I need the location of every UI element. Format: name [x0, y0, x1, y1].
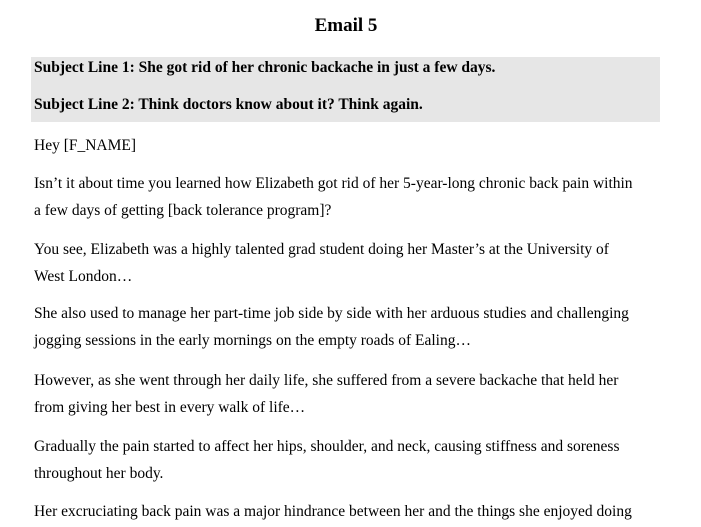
paragraph-line: West London… — [34, 268, 133, 285]
paragraph-line: You see, Elizabeth was a highly talented grad student doing her Master’s at the University of — [34, 241, 609, 258]
paragraph-line: Her excruciating back pain was a major hindrance between her and the things she enjoyed doing — [34, 503, 632, 520]
paragraph-line: Isn’t it about time you learned how Elizabeth got rid of her 5-year-long chronic back pain within — [34, 175, 633, 192]
body-paragraph — [34, 498, 659, 525]
paragraph-line: from giving her best in every walk of life… — [34, 399, 306, 416]
subject-line-1: Subject Line 1: She got rid of her chronic backache in just a few days. — [34, 59, 496, 76]
body-paragraph — [34, 236, 659, 290]
body-paragraph — [34, 433, 659, 487]
subject-line-2: Subject Line 2: Think doctors know about it? Think again. — [34, 96, 423, 113]
paragraph-line: She also used to manage her part-time job side by side with her arduous studies and challenging — [34, 305, 629, 322]
body-paragraph — [34, 300, 659, 354]
body-paragraph — [34, 367, 659, 421]
greeting-text: Hey [F_NAME] — [34, 137, 137, 154]
paragraph-line: a few days of getting [back tolerance program]? — [34, 202, 332, 219]
body-paragraph — [34, 170, 659, 224]
greeting — [34, 132, 659, 159]
paragraph-line: jogging sessions in the early mornings on the empty roads of Ealing… — [34, 332, 471, 349]
paragraph-line: Gradually the pain started to affect her hips, shoulder, and neck, causing stiffness and soreness — [34, 438, 620, 455]
document-title: Email 5 — [314, 15, 378, 36]
paragraph-line: throughout her body. — [34, 465, 164, 482]
paragraph-line: However, as she went through her daily life, she suffered from a severe backache that held her — [34, 372, 619, 389]
